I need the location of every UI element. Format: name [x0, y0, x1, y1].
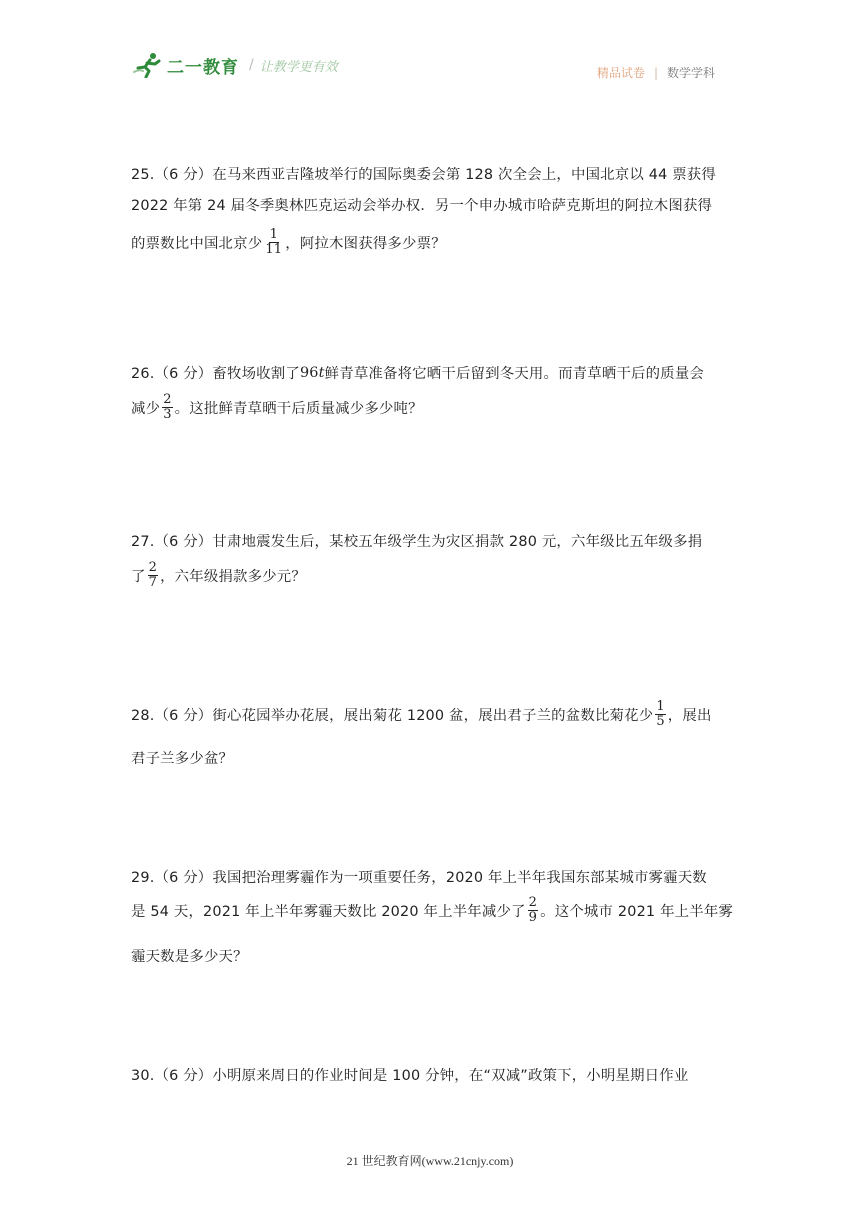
fraction-denominator: 3 — [163, 407, 172, 422]
runner-logo-icon — [133, 52, 163, 78]
fraction-denominator: 7 — [148, 575, 158, 590]
text-segment: ，展出 — [667, 708, 712, 724]
question-line — [131, 561, 306, 590]
page-footer: 21 世纪教育网(www.21cnjy.com) — [346, 1154, 514, 1168]
question-line — [131, 228, 446, 257]
question-line: 2022 年第 24 届冬季奥林匹克运动会举办权．另一个申办城市哈萨克斯坦的阿拉木图获得 — [131, 198, 713, 214]
question-line: 25.（6 分）在马来西亚吉隆坡举行的国际奥委会第 128 次全会上，中国北京以 44 票获得 — [131, 167, 716, 183]
question-line: 29.（6 分）我国把治理雾霾作为一项重要任务，2020 年上半年我国东部某城市雾霾天数 — [131, 870, 707, 886]
fraction — [148, 561, 158, 590]
text-segment: ，六年级捐款多少元？ — [160, 569, 306, 585]
text-segment: 。这个城市 2021 年上半年雾 — [540, 904, 734, 920]
brand-name: 二一教育 — [167, 57, 239, 78]
tag-premium-paper: 精品试卷 — [596, 66, 645, 80]
brand-logo — [133, 52, 338, 78]
fraction-numerator: 2 — [528, 895, 538, 910]
fraction-denominator: 11 — [265, 242, 283, 257]
page-header — [0, 0, 860, 110]
fraction — [264, 228, 283, 257]
question-line — [131, 700, 712, 729]
text-segment: 鲜青草准备将它晒干后留到冬天用。而青草晒干后的质量会 — [324, 366, 704, 382]
fraction — [655, 700, 665, 729]
question-line — [131, 362, 704, 383]
fraction-numerator: 1 — [269, 227, 279, 242]
brand-slogan: 让教学更有效 — [259, 59, 338, 75]
fraction — [528, 896, 538, 925]
text-segment: ，阿拉木图获得多少票？ — [285, 236, 446, 252]
fraction-denominator: 5 — [656, 714, 665, 729]
quantity-number: 96 — [299, 364, 319, 381]
fraction — [162, 393, 172, 422]
fraction-denominator: 9 — [528, 910, 538, 925]
fraction-numerator: 2 — [148, 560, 158, 575]
text-segment: 26.（6 分）畜牧场收割了 — [131, 366, 300, 382]
text-segment: 减少 — [131, 401, 161, 417]
header-divider: / — [249, 57, 254, 73]
quantity-unit: t — [318, 364, 325, 381]
question-line: 霾天数是多少天？ — [131, 949, 248, 965]
text-segment: 。这批鲜青草晒干后质量减少多少吨？ — [174, 401, 423, 417]
question-line: 30.（6 分）小明原来周日的作业时间是 100 分钟，在“双减”政策下，小明星期日作业 — [131, 1068, 689, 1084]
header-tags — [597, 64, 715, 81]
question-line: 君子兰多少盆？ — [131, 751, 234, 767]
text-segment: 了 — [131, 569, 146, 585]
question-line — [131, 896, 733, 925]
fraction-numerator: 2 — [163, 392, 172, 407]
tag-separator: | — [653, 65, 658, 80]
text-segment: 是 54 天，2021 年上半年雾霾天数比 2020 年上半年减少了 — [131, 904, 526, 920]
tag-subject: 数学学科 — [666, 66, 715, 80]
fraction-numerator: 1 — [656, 699, 665, 714]
question-line — [131, 393, 423, 422]
question-line: 27.（6 分）甘肃地震发生后，某校五年级学生为灾区捐款 280 元，六年级比五年级多捐 — [131, 534, 703, 550]
text-segment: 28.（6 分）街心花园举办花展，展出菊花 1200 盆，展出君子兰的盆数比菊花少 — [131, 708, 654, 724]
text-segment: 的票数比中国北京少 — [131, 236, 263, 252]
